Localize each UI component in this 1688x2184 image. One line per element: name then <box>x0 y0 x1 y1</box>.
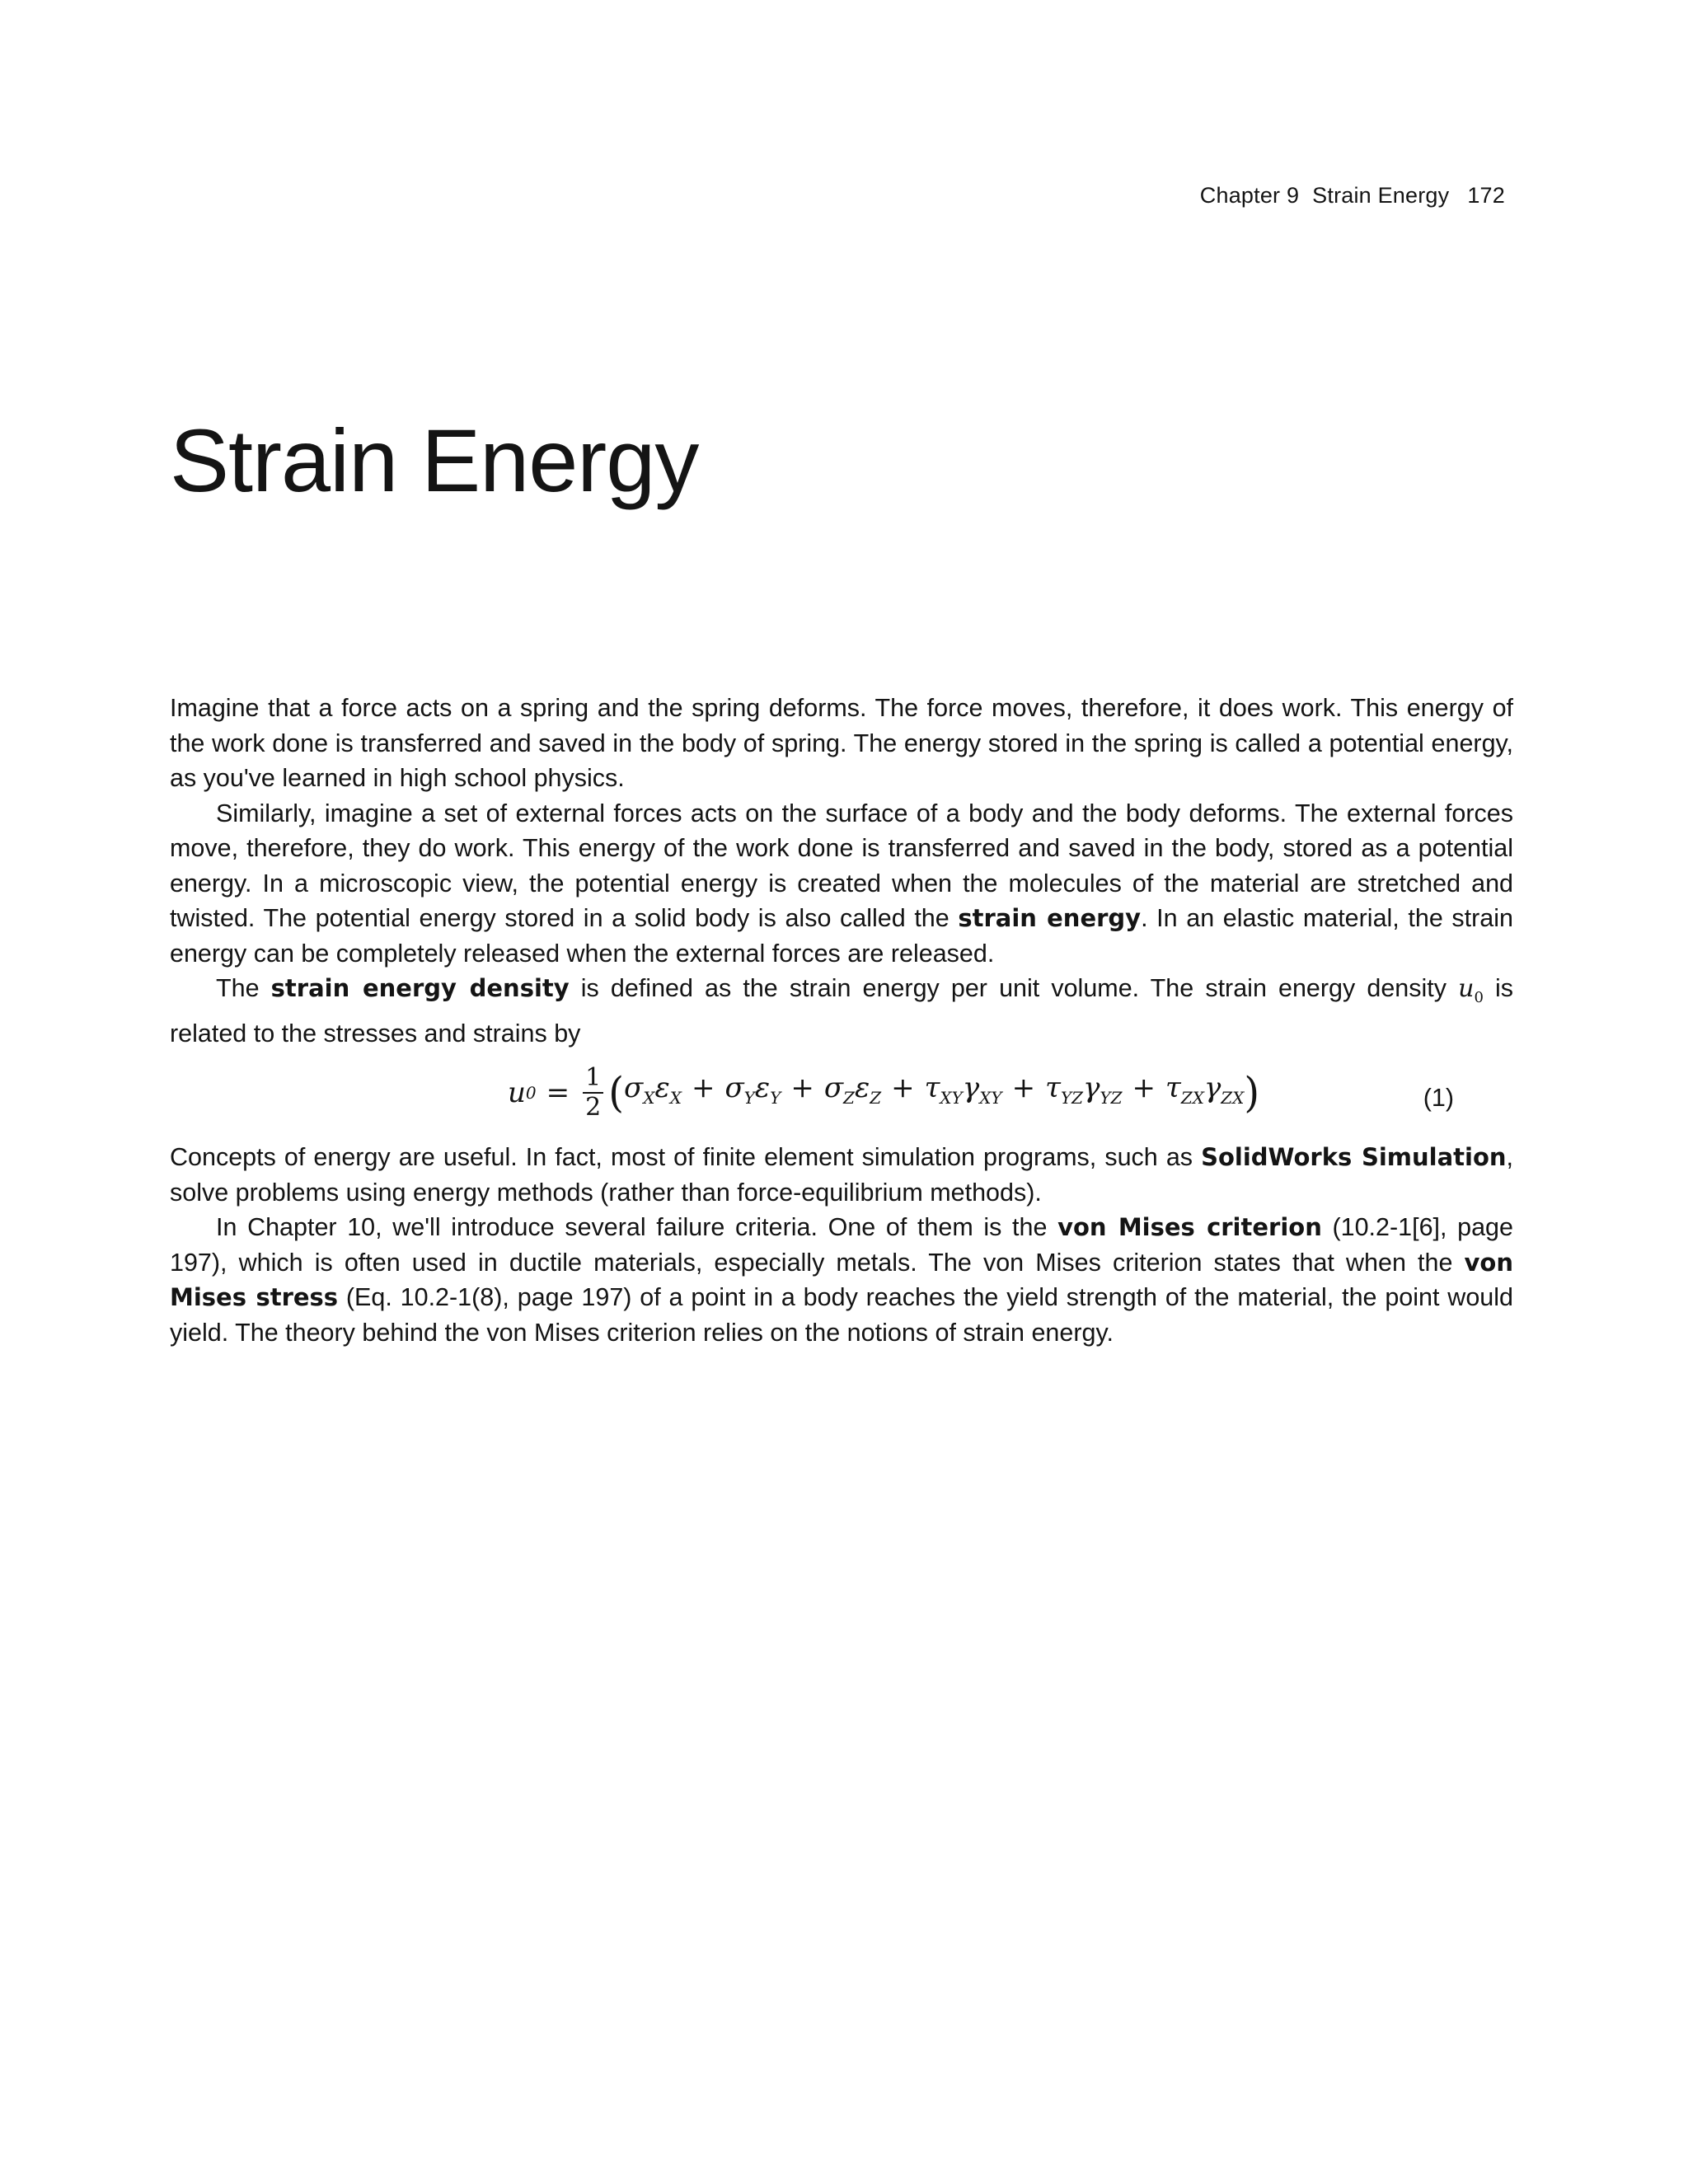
eq-plus: + <box>790 1071 814 1104</box>
eq-lhs-subscript: 0 <box>525 1082 537 1103</box>
eq-term <box>924 1071 1002 1108</box>
eq-stress-symbol: τ <box>924 1071 940 1104</box>
running-head-title: Strain Energy <box>1312 183 1450 208</box>
page-number: 172 <box>1467 183 1505 208</box>
eq-strain-symbol: γ <box>1083 1071 1100 1104</box>
eq-stress-symbol: τ <box>1045 1071 1061 1104</box>
eq-stress-subscript: X <box>643 1087 655 1108</box>
equation-number: (1) <box>1423 1084 1454 1112</box>
eq-plus: + <box>691 1071 715 1104</box>
eq-term <box>1045 1071 1123 1108</box>
eq-strain-symbol: ε <box>854 1071 870 1104</box>
equation-1 <box>170 1051 1513 1140</box>
paragraph-text: , solve problems using energy methods (rather than force-equilibrium methods). <box>170 1143 1514 1207</box>
eq-term <box>1165 1071 1245 1108</box>
eq-stress-subscript: ZX <box>1180 1087 1204 1108</box>
paragraph-intro: Imagine that a force acts on a spring and the spring deforms. The force moves, therefore, it does work. This energy of the work done is transferred and saved in the body of spring. The energy stored in the spring is called a potential energy, as you've learned in high school physics. <box>170 694 1513 792</box>
eq-plus: + <box>1011 1071 1036 1104</box>
eq-strain-subscript: ZX <box>1221 1087 1245 1108</box>
paragraph-text: (10.2-1[6], page 197), which is often used in ductile materials, especially metals. The von Mises criterion states that when the <box>170 1213 1513 1277</box>
eq-strain-symbol: γ <box>962 1071 980 1104</box>
eq-fraction <box>583 1063 603 1122</box>
paragraph-text: is defined as the strain energy per unit volume. The strain energy density <box>569 974 1459 1002</box>
inline-variable-u0 <box>1458 974 1484 1006</box>
chapter-title: Strain Energy <box>170 410 699 510</box>
eq-open-paren: ( <box>608 1068 624 1118</box>
eq-strain-subscript: Z <box>870 1087 882 1108</box>
term-von-mises-stress: von Mises stress <box>170 1248 1513 1311</box>
eq-terms <box>624 1071 1244 1116</box>
equation-expression <box>508 1063 1260 1122</box>
running-head <box>1200 183 1505 209</box>
body-text <box>170 691 1513 1350</box>
paragraph-text: . In an elastic material, the strain energy can be completely released when the external forces are released. <box>170 904 1513 968</box>
eq-stress-symbol: σ <box>724 1071 744 1104</box>
running-head-chapter: Chapter 9 <box>1199 183 1300 208</box>
eq-stress-symbol: σ <box>623 1071 644 1104</box>
term-strain-energy: strain energy <box>958 904 1142 932</box>
paragraph-strain-energy <box>170 796 1513 972</box>
eq-strain-symbol: ε <box>754 1071 771 1104</box>
eq-strain-subscript: X <box>669 1087 682 1108</box>
eq-strain-symbol: ε <box>654 1071 670 1104</box>
term-von-mises-criterion: von Mises criterion <box>1057 1213 1322 1241</box>
paragraph-von-mises <box>170 1210 1513 1350</box>
eq-stress-subscript: Z <box>843 1087 855 1108</box>
eq-numerator: 1 <box>585 1063 602 1092</box>
eq-strain-symbol: γ <box>1203 1071 1221 1104</box>
eq-plus: + <box>891 1071 915 1104</box>
eq-stress-symbol: σ <box>823 1071 844 1104</box>
eq-strain-subscript: Y <box>770 1087 781 1108</box>
paragraph-text: Similarly, imagine a set of external forces acts on the surface of a body and the body deforms. The external forces move, therefore, they do work. This energy of the work done is transferred and saved in the body, stored as a potential energy. In a microscopic view, the potential energy is created when the molecules of the material are stretched and twisted. The potential energy stored in a solid body is also called the <box>170 799 1513 932</box>
eq-stress-subscript: Y <box>743 1087 755 1108</box>
eq-plus: + <box>1132 1071 1156 1104</box>
paragraph-text: Concepts of energy are useful. In fact, most of finite element simulation programs, such as <box>170 1143 1202 1171</box>
eq-strain-subscript: YZ <box>1100 1087 1123 1108</box>
paragraph-text: The <box>216 974 271 1002</box>
term-solidworks-simulation: SolidWorks Simulation <box>1201 1143 1507 1171</box>
eq-equals: = <box>546 1076 570 1109</box>
eq-denominator: 2 <box>585 1093 602 1122</box>
inline-variable-subscript: 0 <box>1474 989 1484 1006</box>
inline-variable: u <box>1458 974 1475 1003</box>
eq-stress-subscript: YZ <box>1060 1087 1084 1108</box>
eq-stress-subscript: XY <box>940 1087 963 1108</box>
eq-stress-symbol: τ <box>1165 1071 1181 1104</box>
paragraph-text: is related to the stresses and strains by <box>170 974 1514 1047</box>
eq-term <box>724 1071 781 1108</box>
eq-strain-subscript: XY <box>979 1087 1002 1108</box>
eq-term <box>623 1071 682 1108</box>
paragraph-strain-energy-density <box>170 971 1513 1051</box>
paragraph-text: In Chapter 10, we'll introduce several failure criteria. One of them is the <box>216 1213 1058 1241</box>
paragraph-text: (Eq. 10.2-1(8), page 197) of a point in a body reaches the yield strength of the material, the point would yield. The theory behind the von Mises criterion relies on the notions of strain energy. <box>170 1283 1513 1347</box>
eq-close-paren: ) <box>1244 1068 1260 1118</box>
paragraph-concepts <box>170 1140 1513 1210</box>
eq-term <box>823 1071 882 1108</box>
term-strain-energy-density: strain energy density <box>270 974 570 1002</box>
eq-lhs: u <box>508 1076 526 1109</box>
